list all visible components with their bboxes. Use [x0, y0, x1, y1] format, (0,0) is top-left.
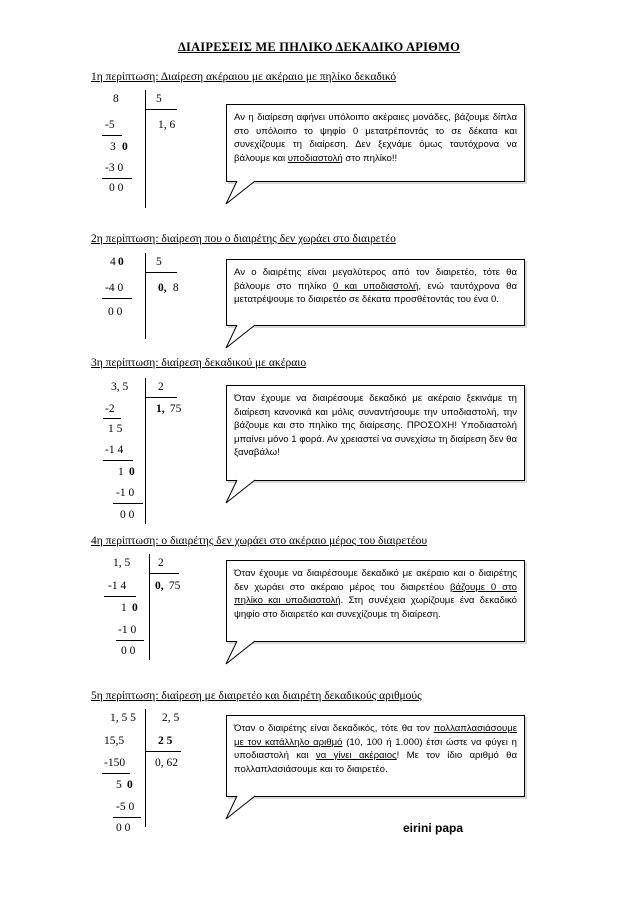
callout-text: Αν η διαίρεση αφήνει υπόλοιπο ακέραιες μονάδες, βάζουμε δίπλα στο υπόλοιπο το ψηφίο 0 μετατρέποντάς το σε δέκατα και συνεχίζουμε τη διαίρεση. Δεν ξεχνάμε όμως ταυτόχρονα να βάλουμε και: [234, 112, 517, 164]
step-bold-digit: 0: [132, 602, 138, 614]
remainder: 0 0: [121, 645, 136, 657]
division-vertical-line: [145, 253, 146, 339]
step: -3 0: [105, 162, 124, 174]
quotient: 0,: [158, 282, 167, 294]
callout-emphasis: να γίνει ακέραιος: [315, 750, 397, 762]
division-horizontal-line: [145, 397, 177, 398]
divisor: 2: [158, 381, 164, 393]
callout-tail: [225, 795, 265, 823]
case-4-callout: [226, 560, 525, 642]
dividend: 4: [110, 256, 116, 268]
dividend: 3, 5: [111, 381, 129, 393]
remainder: 0 0: [108, 306, 123, 318]
remainder: 0 0: [116, 822, 131, 834]
step: -5 0: [116, 801, 135, 813]
callout-tail: [225, 640, 265, 668]
quotient: 0,: [155, 580, 164, 592]
callout-text: , ενώ ταυτόχρονα θα μετατρέψουμε το διαιρετέο σε δέκατα προσθέτοντάς του ένα 0.: [234, 280, 517, 306]
dividend: 1, 5: [113, 557, 131, 569]
step: -4 0: [105, 282, 124, 294]
underline: [116, 640, 144, 641]
division-horizontal-line: [145, 272, 177, 273]
divisor: 2: [158, 557, 164, 569]
callout-text: . Στη συνέχεια χωρίζουμε ένα δεκαδικό ψηφίο στο διαιρετέο και συνεχίζουμε τη διαίρεση.: [234, 595, 518, 620]
remainder: 0 0: [109, 182, 124, 194]
callout-text: Όταν έχουμε να διαιρέσουμε δεκαδικό με ακέραιο και ο διαιρέτης δεν χωράει στο ακέραιο μέρος του διαιρετέου: [234, 568, 517, 593]
division-horizontal-line: [149, 573, 179, 574]
callout-emphasis: βάζουμε 0 στο πηλίκο και υποδιαστολή: [234, 581, 517, 607]
divisor: 5: [156, 93, 162, 105]
division-vertical-line: [145, 709, 146, 827]
callout-text: ! Με τον ίδιο αριθμό θα πολλαπλασιάσουμε και το διαιρετέο.: [234, 750, 517, 775]
case-1-callout: [226, 104, 525, 182]
underline: [113, 503, 143, 504]
step: -1 4: [108, 580, 127, 592]
dividend: 1, 5 5: [110, 712, 136, 724]
case-2-heading: 2η περίπτωση: διαίρεση που ο διαιρέτης δεν χωράει στο διαιρετέο: [91, 233, 396, 245]
quotient: 0, 62: [155, 757, 178, 769]
step-bold-digit: 0: [122, 141, 128, 153]
division-vertical-line: [145, 378, 146, 524]
callout-text: Όταν έχουμε να διαιρέσουμε δεκαδικό με ακέραιο ξεκινάμε τη διαίρεση κανονικά και μόλις συναντήσουμε την υποδιαστολή, την βάζουμε και στο πηλίκο της διαίρεσης. ΠΡΟΣΟΧΗ! Υποδιαστολή μπαίνει μόνο 1 φορά. Αν χρειαστεί να συνεχίσω τη διαίρεση δεν θα ξαναβάλω!: [234, 393, 517, 459]
divisor: 5: [156, 256, 162, 268]
callout-emphasis: 0 και υποδιαστολή: [332, 280, 419, 292]
quotient-digits: 75: [166, 580, 181, 592]
underline: [104, 596, 136, 597]
division-horizontal-line: [145, 751, 181, 752]
callout-text: Αν ο διαιρέτης είναι μεγαλύτερος από τον διαιρετέο, τότε θα βάλουμε στο πηλίκο: [234, 267, 517, 292]
step: -1 0: [116, 487, 135, 499]
step: 5: [116, 779, 125, 791]
quotient: 1,: [156, 403, 165, 415]
underline: [102, 773, 130, 774]
step: 1: [118, 466, 127, 478]
underline: [103, 460, 133, 461]
division-vertical-line: [149, 554, 150, 660]
quotient-digits: 8: [170, 282, 179, 294]
quotient-digits: 75: [167, 403, 182, 415]
callout-text: στο πηλίκο!!: [342, 152, 398, 164]
step: 1 5: [108, 423, 123, 435]
case-1-heading: 1η περίπτωση: Διαίρεση ακέραιου με ακέραιο με πηλίκο δεκαδικό: [91, 71, 397, 83]
dividend-bold-digit: 0: [118, 256, 124, 268]
remainder: 0 0: [120, 509, 135, 521]
callout-emphasis: υποδιαστολή: [287, 152, 343, 164]
step: -5: [105, 119, 115, 131]
underline: [103, 418, 121, 419]
case-2-callout: [226, 259, 525, 326]
dividend-converted: 15,5: [104, 735, 125, 747]
quotient: 1, 6: [158, 119, 176, 131]
underline: [102, 135, 122, 136]
step: -2: [105, 403, 115, 415]
underline: [113, 817, 141, 818]
author-signature: eirini papa: [403, 821, 464, 835]
step-bold-digit: 0: [129, 466, 135, 478]
underline: [102, 178, 132, 179]
case-3-callout: [226, 385, 525, 481]
callout-tail: [225, 324, 265, 352]
callout-emphasis: πολλαπλασιάσουμε με τον κατάλληλο αριθμό: [234, 723, 517, 748]
dividend: 8: [113, 93, 119, 105]
step: 1: [121, 602, 130, 614]
step: -1 0: [118, 624, 137, 636]
division-horizontal-line: [145, 109, 177, 110]
callout-text: Όταν ο διαιρέτης είναι δεκαδικός, τότε θα τον: [234, 723, 434, 734]
case-5-heading: 5η περίπτωση: διαίρεση με διαιρετέο και διαιρέτη δεκαδικούς αριθμούς: [91, 690, 422, 702]
page-title: ΔΙΑΙΡΕΣΕΙΣ ΜΕ ΠΗΛΙΚΟ ΔΕΚΑΔΙΚΟ ΑΡΙΘΜΟ: [177, 40, 461, 54]
underline: [102, 298, 132, 299]
step: -150: [104, 757, 126, 769]
callout-tail: [225, 180, 265, 208]
case-4-heading: 4η περίπτωση: ο διαιρέτης δεν χωράει στο ακέραιο μέρος του διαιρετέου: [91, 535, 428, 547]
step-bold-digit: 0: [127, 779, 133, 791]
step: -1 4: [105, 444, 124, 456]
callout-tail: [225, 479, 265, 507]
case-3-heading: 3η περίπτωση: διαίρεση δεκαδικού με ακέραιο: [91, 357, 307, 369]
divisor: 2, 5: [162, 712, 180, 724]
case-5-callout: [226, 715, 525, 797]
division-vertical-line: [145, 90, 146, 208]
callout-text: (10, 100 ή 1.000) έτσι ώστε να φύγει η υποδιαστολή και: [234, 736, 517, 762]
divisor-converted: 2 5: [158, 735, 173, 747]
step: 3: [110, 141, 119, 153]
